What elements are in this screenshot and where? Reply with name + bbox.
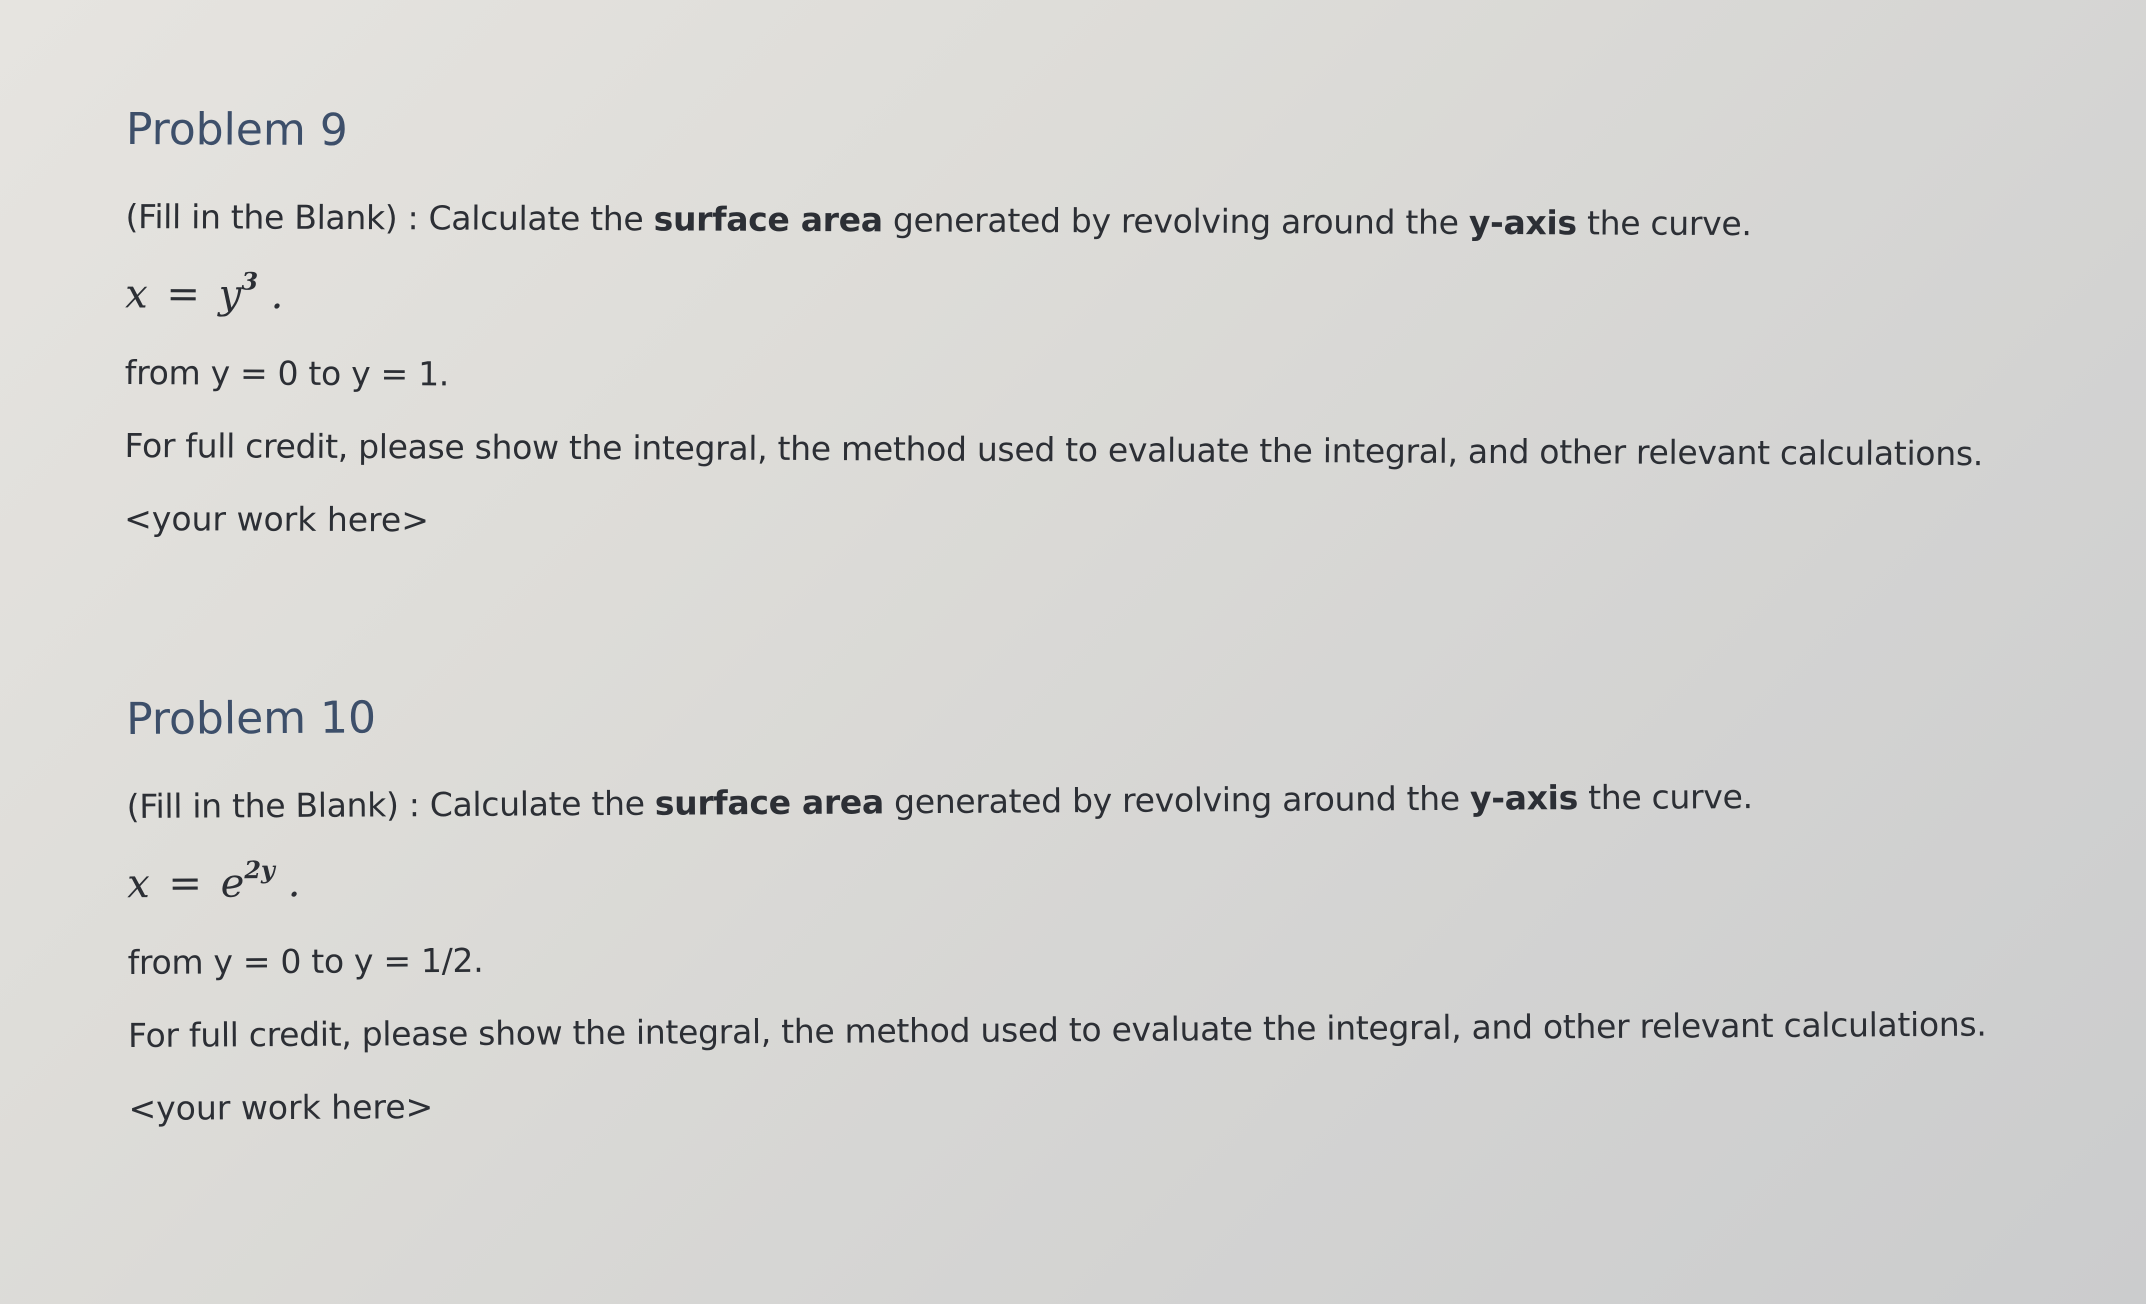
equation-base: y xyxy=(218,271,242,318)
problem-title: Problem 9 xyxy=(125,104,348,156)
problem-9 xyxy=(118,104,2020,547)
equation-period: . xyxy=(270,271,284,319)
prompt-emphasis-axis: y-axis xyxy=(1468,202,1577,243)
problem-title: Problem 10 xyxy=(125,692,377,745)
equation-lhs: x xyxy=(125,271,148,318)
prompt-emphasis-surface-area: surface area xyxy=(653,199,883,240)
equation-lhs: x xyxy=(127,861,150,908)
prompt-emphasis-surface-area: surface area xyxy=(654,782,885,823)
equation-exponent: 2y xyxy=(244,855,276,885)
curve-equation xyxy=(127,848,2021,907)
bounds-text: from y = 0 to y = 1. xyxy=(124,353,450,394)
curve-equation xyxy=(125,266,2019,326)
equation-exponent: 3 xyxy=(241,266,259,296)
prompt-text: the curve. xyxy=(1576,203,1752,244)
prompt-text: generated by revolving around the xyxy=(882,200,1469,242)
problem-prompt xyxy=(127,775,2021,826)
equation-sign: = xyxy=(168,860,203,908)
problem-10 xyxy=(120,682,2023,1128)
prompt-text: generated by revolving around the xyxy=(883,778,1471,822)
instructions-text: For full credit, please show the integral, the method used to evaluate the integral, and other relevant calculations. xyxy=(127,1004,1987,1056)
problem-prompt xyxy=(125,197,2019,244)
instructions-text: For full credit, please show the integral, the method used to evaluate the integral, and other relevant calculations. xyxy=(124,426,1984,474)
bounds-text: from y = 0 to y = 1/2. xyxy=(127,941,484,983)
equation-sign: = xyxy=(166,271,201,318)
equation-period: . xyxy=(287,860,301,907)
prompt-text: (Fill in the Blank) : Calculate the xyxy=(125,197,654,239)
prompt-emphasis-axis: y-axis xyxy=(1469,778,1579,818)
work-answer-field[interactable]: <your work here> xyxy=(128,1087,434,1129)
equation-base: e xyxy=(220,860,245,907)
work-answer-field[interactable]: <your work here> xyxy=(124,499,429,540)
prompt-text: the curve. xyxy=(1577,777,1753,818)
prompt-text: (Fill in the Blank) : Calculate the xyxy=(126,783,655,826)
